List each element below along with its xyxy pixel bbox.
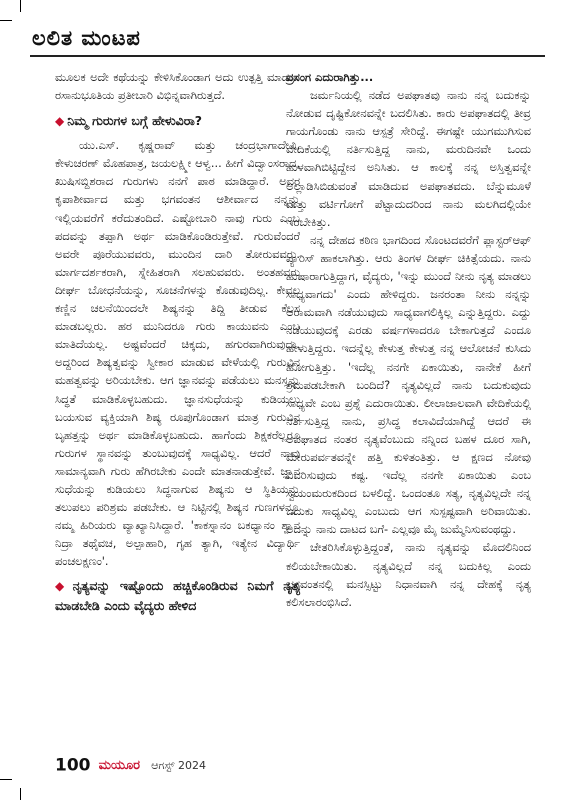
diamond-bullet-icon: ◆: [55, 114, 65, 129]
diamond-bullet-icon: ◆: [55, 579, 70, 594]
left-column: [55, 68, 300, 620]
paragraph: ಮೂಲಕ ಅದೇ ಕಥೆಯನ್ನು ಕೇಳಿಸಿಕೊಂಡಾಗ ಅದು ಉತ್ಪತ್ತಿ ಮಾಡುವ ರಸಾನುಭೂತಿಯ ಪ್ರತೀಬಾರಿ ವಿಭಿನ್ನವಾಗಿರುತ್ತದೆ.: [55, 70, 300, 103]
crop-mark: [20, 0, 21, 12]
question-heading-continued: ಪ್ರಸಂಗ ಎದುರಾಗಿತ್ತು...: [286, 70, 374, 84]
crop-mark: [0, 20, 12, 21]
crop-mark: [20, 788, 21, 800]
issue-date: ಆಗಸ್ಟ್ 2024: [151, 758, 207, 772]
section-title: ಲಲಿತ ಮಂಟಪ: [32, 26, 141, 50]
right-column: [286, 68, 531, 611]
header-rule: [30, 55, 545, 57]
page-footer: [55, 755, 295, 779]
section-header: [30, 22, 550, 62]
paragraph: ಜರ್ಮನಿಯಲ್ಲಿ ನಡೆದ ಅಪಘಾತವು ನಾನು ನನ್ನ ಬದುಕನ್ನು ನೋಡುವ ದೃಷ್ಟಿಕೋನವನ್ನೇ ಬದಲಿಸಿತು. ಕಾರು ಅಪಘಾತದಲ್ಲಿ ತೀವ್ರ ಗಾಯಗೊಂಡು ನಾನು ಆಸ್ಪತ್ರೆ ಸೇರಿದ್ದೆ. ಈಗಷ್ಟೇ ಯುಗಮುಗಿಸುವ ವೇದಿಕೆಯಲ್ಲಿ ನರ್ತಿಸುತ್ತಿದ್ದ ನಾನು, ಮರುದಿನವೇ ಒಂದು ಹುಳವಾಗಿಬಿಟ್ಟಿದ್ದೇನ ಅನಿಸಿತು. ಆ ಕಾಲಕ್ಕೆ ನನ್ನ ಅಸ್ತಿತ್ವವನ್ನೇ ಅಲ್ಲಾಡಿಸಿಬಿಡುವಂತೆ ಮಾಡಿದುವ ಅಪಘಾತವದು. ಬೆನ್ನುಮೂಳೆ ಮತ್ತು ವರ್ಟಿಗೋಗೆ ಪೆಟ್ಟಾದುದರಿಂದ ನಾನು ಮಲಗಿದಲ್ಲಿಯೇ ಇರಬೇಕಿತ್ತು.: [286, 88, 531, 229]
crop-mark: [0, 779, 12, 780]
question-heading: ◆ ನಿಮ್ಮ ಗುರುಗಳ ಬಗ್ಗೆ ಹೇಳುವಿರಾ?: [55, 113, 203, 129]
paragraph: ಯು.ಎಸ್. ಕೃಷ್ಣರಾವ್ ಮತ್ತು ಚಂದ್ರಭಾಗಾದೇವಿ, ಕೇಳುಚರಣ್ ಮೊಹಪಾತ್ರ, ಜಯಲಕ್ಷ್ಮೀ ಆಳ್ವ... ಹೀಗೆ ವಿದ್ವಾಂಸರಾದ, ಖುಷಿಸಬ್ದಿಶರಾದ ಗುರುಗಳು ನನಗೆ ಪಾಠ ಮಾಡಿದ್ದಾರೆ. ಅವರ ಕೃಪಾಶೀರ್ವಾದ ಮತ್ತು ಭಗವಂತನ ಆಶೀರ್ವಾದ ನನ್ನನ್ನು ಇಲ್ಲಿಯವರೆಗೆ ಕರೆದುತಂದಿದೆ. ಎಷ್ಟೋಬಾರಿ ನಾವು ಗುರು ಎಂಬ ಪದವನ್ನು ತಪ್ಪಾಗಿ ಅರ್ಥ ಮಾಡಿಕೊಂಡಿರುತ್ತೇವೆ. ಗುರುವೆಂದರೆ ಅವರೇ ಪೂರೆಯುವವರು, ಮುಂದಿನ ದಾರಿ ತೋರುವವರು. ಮಾರ್ಗದರ್ಶಕರಾಗಿ, ಸ್ನೇಹಿತರಾಗಿ ಸಲಹುವವರು. ಅಂತಹವರು ದೀರ್ಘ ಬೋಧನೆಯನ್ನು, ಸೂಚನೆಗಳನ್ನು ಕೊಡುವುದಿಲ್ಲ. ಕೇವಲ ಕಣ್ಣಿನ ಚಲನೆಯಿಂದಲೇ ಶಿಷ್ಯನನ್ನು ತಿದ್ದಿ ತೀಡುವ ಕೆಲಸ ಮಾಡಬಲ್ಲರು. ಹರ ಮುನಿದರೂ ಗುರು ಕಾಯುವನು ಎಂಬ ಮಾತಿದೆಯಲ್ಲ. ಅಷ್ಟವೆಂದರೆ ಚಿಕ್ಕದು, ಹಗುರವಾಗಿರುವುದು. ಅದ್ದರಿಂದ ಶಿಷ್ಯತ್ವವನ್ನು ಸ್ವೀಕಾರ ಮಾಡುವ ವೇಳೆಯಲ್ಲಿ ಗುರುವಿನ ಮಹತ್ವವನ್ನು ಅರಿಯಬೇಕು. ಆಗ ಜ್ಞಾನವನ್ನು ಪಡೆಯಲು ಮನಸ್ಸನ್ನು ಸಿದ್ಧತೆ ಮಾಡಿಕೊಳ್ಳಬಹುದು. ಜ್ಞಾನಸುಧೆಯನ್ನು ಕುಡಿಯಲು ಬಯಸುವ ವ್ಯಕ್ತಿಯಾಗಿ ಶಿಷ್ಯ ರೂಪುಗೊಂಡಾಗ ಮಾತ್ರ ಗುರುವಿನ ಬೃಹತ್ತನ್ನು ಅರ್ಥ ಮಾಡಿಕೊಳ್ಳಬಹುದು. ಹಾಗೆಂದು ಶಿಕ್ಷಕರೆಲ್ಲರೂ ಗುರುಗಳ ಸ್ಥಾನವನ್ನು ತುಂಬುವುದಕ್ಕೆ ಸಾಧ್ಯವಿಲ್ಲ. ಆದರೆ ನಾವು ಸಾಮಾನ್ಯವಾಗಿ ಗುರು ಹೆಗಿರಬೇಕು ಎಂದೇ ಮಾತನಾಡುತ್ತೇವೆ. ಜ್ಞಾನ ಸುಧೆಯನ್ನು ಕುಡಿಯಲು ಸಿದ್ಧನಾಗುವ ಶಿಷ್ಯನು ಆ ಸ್ಥಿತಿಯನ್ನು ತಲುಪಲು ಪರಿಶ್ರಮ ಪಡಬೇಕು. ಆ ನಿಟ್ಟಿನಲ್ಲಿ ಶಿಷ್ಯನ ಗುಣಗಳನ್ನೂ ನಮ್ಮ ಹಿರಿಯರು ವ್ಯಾಖ್ಯಾನಿಸಿದ್ದಾರೆ. 'ಕಾಕಸ್ನಾನಂ ಬಕಧ್ಯಾನಂ ಶ್ವಾನ ನಿದ್ರಾ ತಥೈವಚ, ಅಲ್ಪಾಹಾರಿ, ಗೃಹ ತ್ಯಾಗಿ, ಇತ್ಯೇನ ವಿದ್ಯಾರ್ಥಿ ಪಂಚಲಕ್ಷಣಂ'.: [55, 138, 300, 569]
paragraph: ನನ್ನ ದೇಹದ ಕಠಿಣ ಭಾಗದಿಂದ ಸೊಂಟದವರೆಗೆ ಪ್ಲಾಸ್ಟರ್‌ಆಫ್ ಪ್ಯಾರಿಸ್ ಹಾಕಲಾಗಿತ್ತು. ಆರು ತಿಂಗಳ ದೀರ್ಘ ಚಿಕಿತ್ಸೆಯದು. ನಾನು ಹುಷಾರಾಗುತ್ತಿದ್ದಾಗ, ವೈದ್ಯರು, 'ಇನ್ನು ಮುಂದೆ ನೀನು ನೃತ್ಯ ಮಾಡಲು ಸಾಧ್ಯವಾಗದು' ಎಂದು ಹೇಳಿದ್ದರು. ಜನರಂತಾ ನೀನು ನನ್ನನ್ನು ಆರಾಮವಾಗಿ ನಡೆಯುವುದು ಸಾಧ್ಯವಾಗಲಿಕ್ಕಿಲ್ಲ ಎನ್ನುತ್ತಿದ್ದರು. ಎದ್ದು ನಡೆಯುವುದಕ್ಕೆ ಎರಡು ವರ್ಷಗಳಾದರೂ ಬೇಕಾಗುತ್ತದೆ ಎಂದೂ ಹೇಳುತ್ತಿದ್ದರು. ಇದನ್ನೆಲ್ಲ ಕೇಳುತ್ತ ಕೇಳುತ್ತ ನನ್ನ ಆಲೋಚನೆ ಕುಸಿದು ಹೋಗುತ್ತಿತ್ತು. 'ಇದೆಲ್ಲ ನನಗೇ ಏಕಾಯಿತು, ನಾನೇಕೆ ಹೀಗೆ ಶ್ರಮಪಡಬೇಕಾಗಿ ಬಂದಿದೆ? ನೃತ್ಯವಿಲ್ಲದೆ ನಾನು ಬದುಕುವುದು ಸಾಧ್ಯವೇ ಎಂಬ ಪ್ರಶ್ನೆ ಎದುರಾಯಿತು. ಲೀಲಾಜಾಲವಾಗಿ ವೇದಿಕೆಯಲ್ಲಿ ನರ್ತಿಸುತ್ತಿದ್ದ ನಾನು, ಪ್ರಸಿದ್ಧ ಕಲಾವಿದೆಯಾಗಿದ್ದೆ ಆದರೆ ಈ ಅಪಘಾತದ ನಂತರ ನೃತ್ಯವೆಂಬುದು ನನ್ನಿಂದ ಬಹಳ ದೂರ ಸಾಗಿ, ಮೇರುಪರ್ವತವನ್ನೇ ಹತ್ತಿ ಕುಳಿತಂತಿತ್ತು. ಆ ಕ್ಷಣದ ನೋವು ವಿವರಿಸುವುದು ಕಷ್ಟ. ಇದೆಲ್ಲ ನನಗೇ ಏಕಾಯಿತು ಎಂಬ ಸ್ವಯಂಮರುಕದಿಂದ ಬಳಲಿದ್ದೆ. ಒಂದಂತೂ ಸತ್ಯ, ನೃತ್ಯವಿಲ್ಲದೇ ನನ್ನ ಬದುಕು ಸಾಧ್ಯವಿಲ್ಲ ಎಂಬುದು ಆಗ ಸುಸ್ಪಷ್ಟವಾಗಿ ಅರಿವಾಯಿತು. ಅದನ್ನು ನಾನು ದಾಟದ ಬಗೆ- ಎಲ್ಲವೂ ಮೈ ಜುಮ್ಮೆನಿಸುವಂಥದ್ದು.: [286, 232, 531, 537]
magazine-logo: ಮಯೂರ: [98, 758, 141, 773]
page-number: 100: [55, 755, 91, 776]
paragraph: ಚೇತರಿಸಿಕೊಳ್ಳುತ್ತಿದ್ದಂತೆ, ನಾನು ನೃತ್ಯವನ್ನು ಮೊದಲಿನಿಂದ ಕಲಿಯಬೇಕಾಯಿತು. ನೃತ್ಯವಿಲ್ಲದೆ ನನ್ನ ಬದುಕಿಲ್ಲ ಎಂದು ಭಗವಂತನಲ್ಲಿ ಮನಸ್ಸಿಟ್ಟು ನಿಧಾನವಾಗಿ ನನ್ನ ದೇಹಕ್ಕೆ ನೃತ್ಯ ಕಲಿಸಲಾರಂಭಿಸಿದೆ.: [286, 540, 531, 609]
question-heading: ◆ ನೃತ್ಯವನ್ನು ಇಷ್ಟೊಂದು ಹಚ್ಚಿಕೊಂಡಿರುವ ನಿಮಗೆ ನೃತ್ಯ ಮಾಡಬೇಡಿ ಎಂದು ವೈದ್ಯರು ಹೇಳಿದ: [55, 578, 301, 614]
